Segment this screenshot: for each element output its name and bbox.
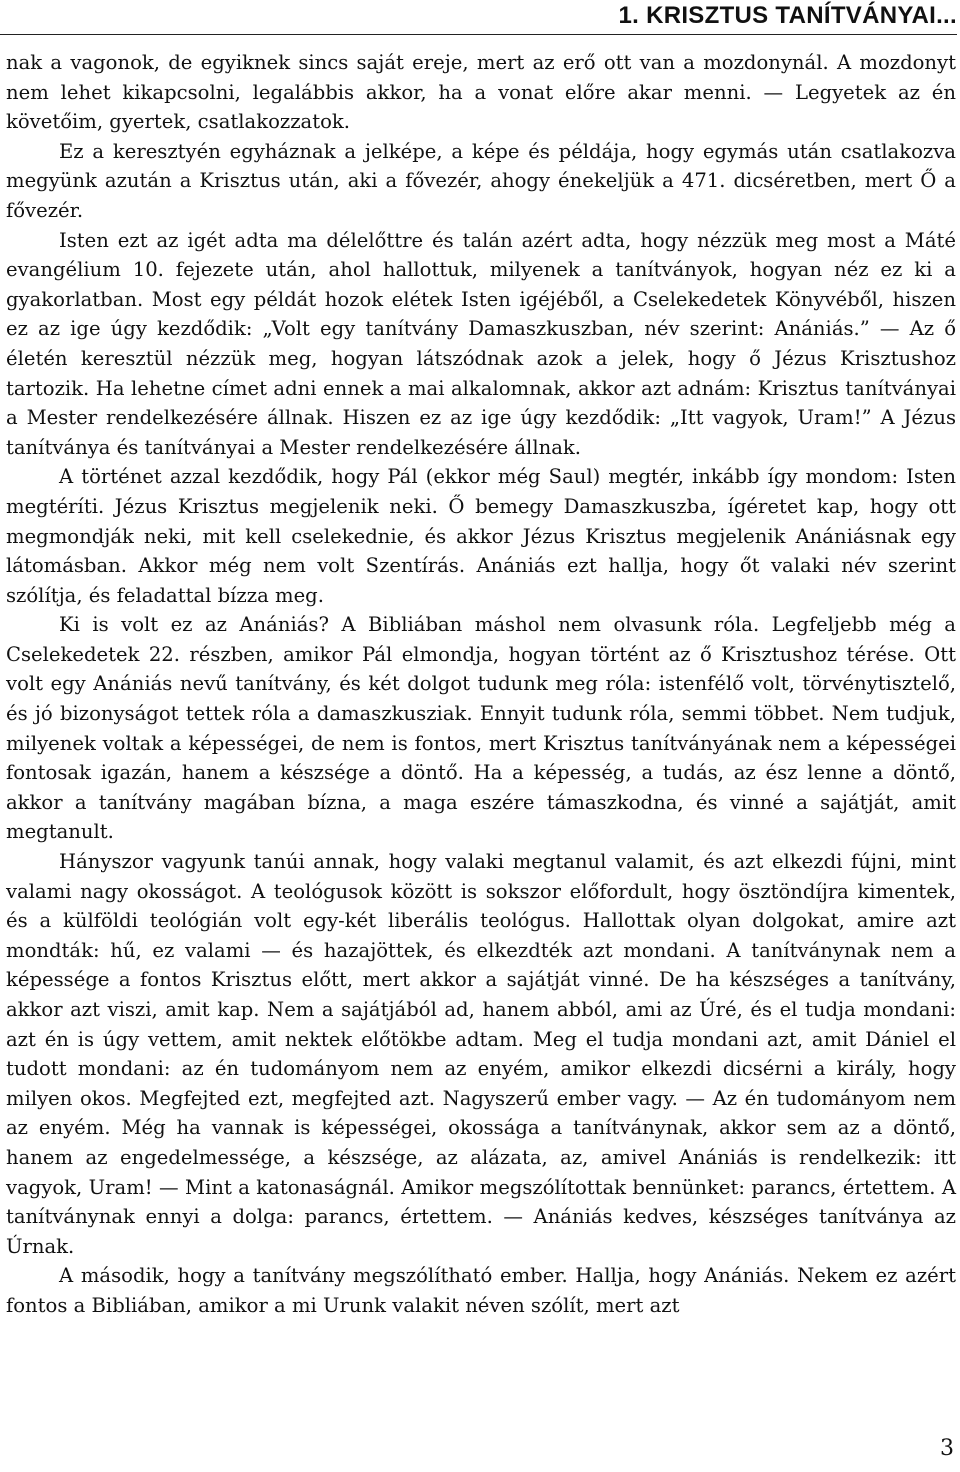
running-header xyxy=(0,0,957,35)
paragraph-5: Ki is volt ez az Anániás? A Bibliában máshol nem olvasunk róla. Legfeljebb még a Cselekedetek 22. részben, amikor Pál elmondja, hogyan történt az ő Krisztushoz térése. Ott volt egy Anániás nevű tanítvány, és két dolgot tudunk meg róla: istenfélő volt, törvénytisztelő, és jó bizonyságot tettek róla a damaszkusziak. Ennyit tudunk róla, semmi többet. Nem tudjuk, milyenek voltak a képességei, de nem is fontos, mert Krisztus tanítványának nem a képességei fontosak igazán, hanem a készsége a döntő. Ha a képesség, a tudás, az ész lenne a döntő, akkor a tanítvány magában bízna, a maga eszére támaszkodna, és vinné a sajátját, amit megtanult. xyxy=(6,613,956,844)
paragraph-2: Ez a keresztyén egyháznak a jelképe, a képe és példája, hogy egymás után csatlakozva megyünk azután a Krisztus után, aki a fővezér, ahogy énekeljük a 471. dicséretben, mert Ő a fővezér. xyxy=(6,139,956,222)
paragraph-6: Hányszor vagyunk tanúi annak, hogy valaki megtanul valamit, és azt elkezdi fújni, mint valami nagy okosságot. A teológusok között is sokszor előfordult, hogy ösztöndíjra kimentek, és a külföldi teológián volt egy-két liberális teológus. Hallottak olyan dolgokat, amire azt mondták: hű, ez valami — és hazajöttek, és elkezdték azt mondani. A tanítványnak nem a képessége a fontos Krisztus előtt, mert akkor a sajátját vinné. De ha készséges a tanítvány, akkor azt viszi, amit kap. Nem a sajátjából ad, hanem abból, ami az Úré, és el tudja mondani: azt én is úgy vettem, amit nektek előtökbe adtam. Meg el tudja mondani azt, amit Dániel el tudott mondani: az én tudományom nem az enyém, amikor elkezdi dicsérni a király, hogy milyen okos. Megfejted ezt, megfejted azt. Nagyszerű ember vagy. — Az én tudományom nem az enyém. Még ha vannak is képességei, okossága a tanítványnak, akkor sem az a döntő, hanem az engedelmessége, a készsége, az alázata, az, amivel Anániás is rendelkezik: itt vagyok, Uram! — Mint a katonaságnál. Amikor megszólítottak bennünket: parancs, értettem. A tanítványnak ennyi a dolga: parancs, értettem. — Anániás kedves, készséges tanítványa az Úrnak. xyxy=(6,850,956,1258)
paragraph-4: A történet azzal kezdődik, hogy Pál (ekkor még Saul) megtér, inkább így mondom: Isten megtéríti. Jézus Krisztus megjelenik neki. Ő bemegy Damaszkuszba, ígéretet kap, hogy ott megmondják neki, mit kell cselekednie, és akkor Jézus Krisztus megjelenik Anániásnak egy látomásban. Akkor még nem volt Szentírás. Anániás ezt hallja, hogy őt valaki név szerint szólítja, és feladattal bízza meg. xyxy=(6,465,956,607)
paragraph-7: A második, hogy a tanítvány megszólítható ember. Hallja, hogy Anániás. Nekem ez azért fontos a Bibliában, amikor a mi Urunk valakit néven szólít, mert azt xyxy=(6,1264,956,1317)
page-number: 3 xyxy=(940,1436,954,1461)
body-text xyxy=(6,48,956,1321)
paragraph-3: Isten ezt az igét adta ma délelőttre és talán azért adta, hogy nézzük meg most a Máté evangélium 10. fejezete után, ahol hallottuk, milyenek a tanítványok, hogyan néz ez ki a gyakorlatban. Most egy példát hozok elétek Isten igéjéből, a Cselekedetek Könyvéből, hiszen ez az ige úgy kezdődik: „Volt egy tanítvány Damaszkuszban, név szerint: Anániás.” — Az ő életén keresztül nézzük meg, hogyan látszódnak azok a jelek, hogy ő Jézus Krisztushoz tartozik. Ha lehetne címet adni ennek a mai alkalomnak, akkor azt adnám: Krisztus tanítványai a Mester rendelkezésére állnak. Hiszen ez az ige úgy kezdődik: „Itt vagyok, Uram!” A Jézus tanítványa és tanítványai a Mester rendelkezésére állnak. xyxy=(6,228,956,459)
chapter-title: 1. KRISZTUS TANÍTVÁNYAI... xyxy=(618,2,957,29)
paragraph-1: nak a vagonok, de egyiknek sincs saját ereje, mert az erő ott van a mozdonynál. A mozdonyt nem lehet kikapcsolni, legalábbis akkor, ha a vonat előre akar menni. — Legyetek az én követőim, gyertek, csatlakozzatok. xyxy=(6,51,956,134)
